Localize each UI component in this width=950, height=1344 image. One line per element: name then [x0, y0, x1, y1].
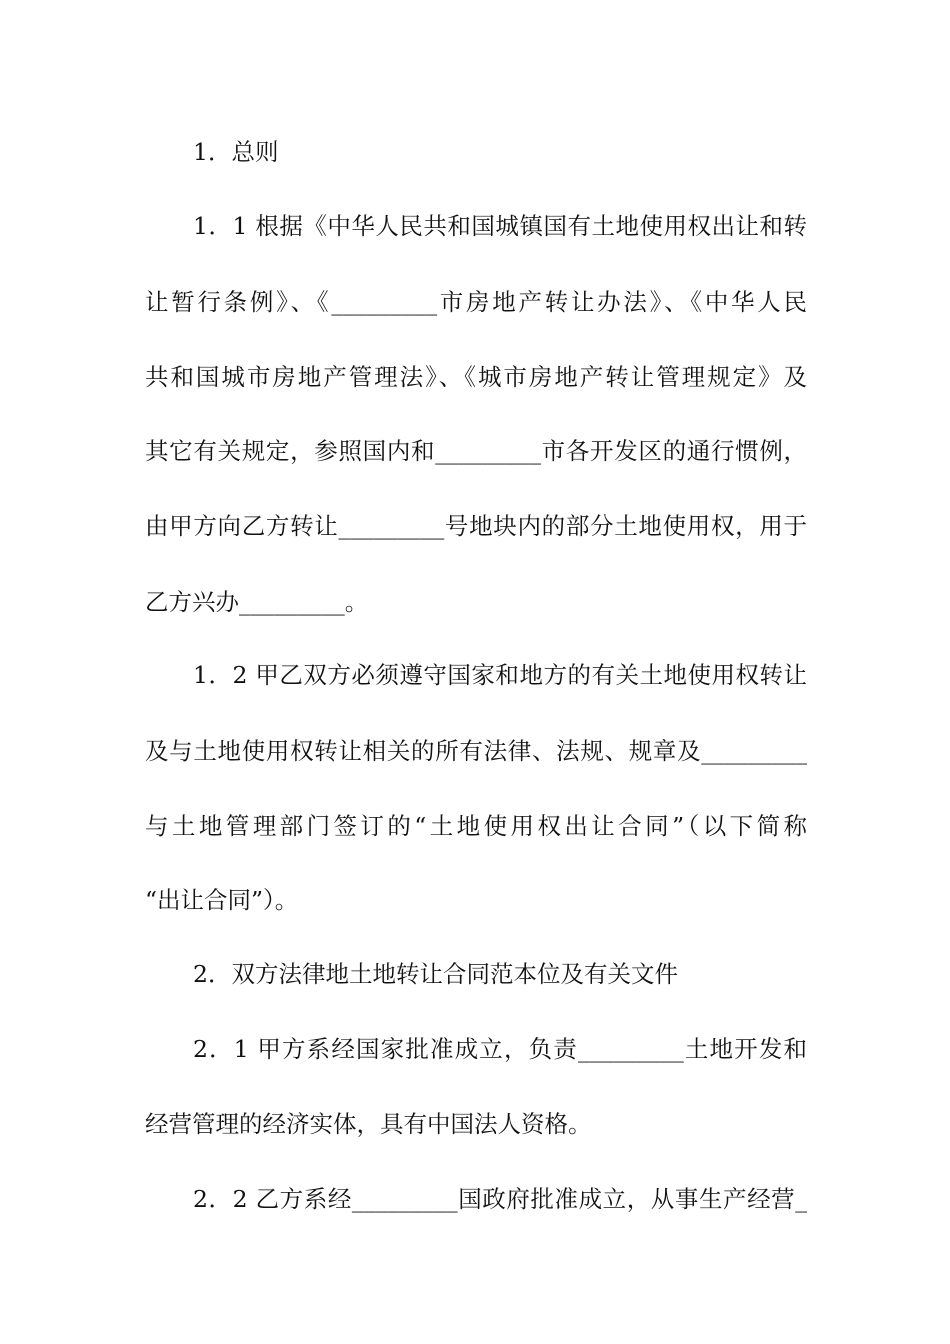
section-2-heading: 2．双方法律地土地转让合同范本位及有关文件	[193, 960, 678, 988]
clause-2-2-line-1: 2．2 乙方系经_________国政府批准成立，从事生产经营_	[193, 1185, 807, 1213]
section-1-heading: 1．总则	[193, 138, 279, 166]
clause-1-1-line-1: 1．1 根据《中华人民共和国城镇国有土地使用权出让和转	[193, 212, 807, 240]
clause-1-1-line-6: 乙方兴办_________。	[145, 588, 369, 616]
clause-1-1-line-5: 由甲方向乙方转让_________号地块内的部分土地使用权，用于	[145, 512, 807, 540]
clause-1-1-line-2: 让暂行条例》、《_________市房地产转让办法》、《中华人民	[145, 288, 807, 316]
clause-1-1-line-4: 其它有关规定，参照国内和_________市各开发区的通行惯例，	[145, 437, 807, 465]
clause-2-1-line-2: 经营管理的经济实体，具有中国法人资格。	[145, 1110, 592, 1138]
clause-1-2-line-2: 及与土地使用权转让相关的所有法律、法规、规章及_________	[145, 737, 807, 765]
clause-1-1-line-3: 共和国城市房地产管理法》、《城市房地产转让管理规定》及	[145, 363, 807, 391]
clause-1-2-line-1: 1．2 甲乙双方必须遵守国家和地方的有关土地使用权转让	[193, 661, 807, 689]
clause-2-1-line-1: 2．1 甲方系经国家批准成立，负责_________土地开发和	[193, 1035, 807, 1063]
clause-1-2-line-3: 与土地管理部门签订的“土地使用权出让合同”（以下简称	[145, 812, 807, 840]
clause-1-2-line-4: “出让合同”）。	[145, 886, 299, 914]
